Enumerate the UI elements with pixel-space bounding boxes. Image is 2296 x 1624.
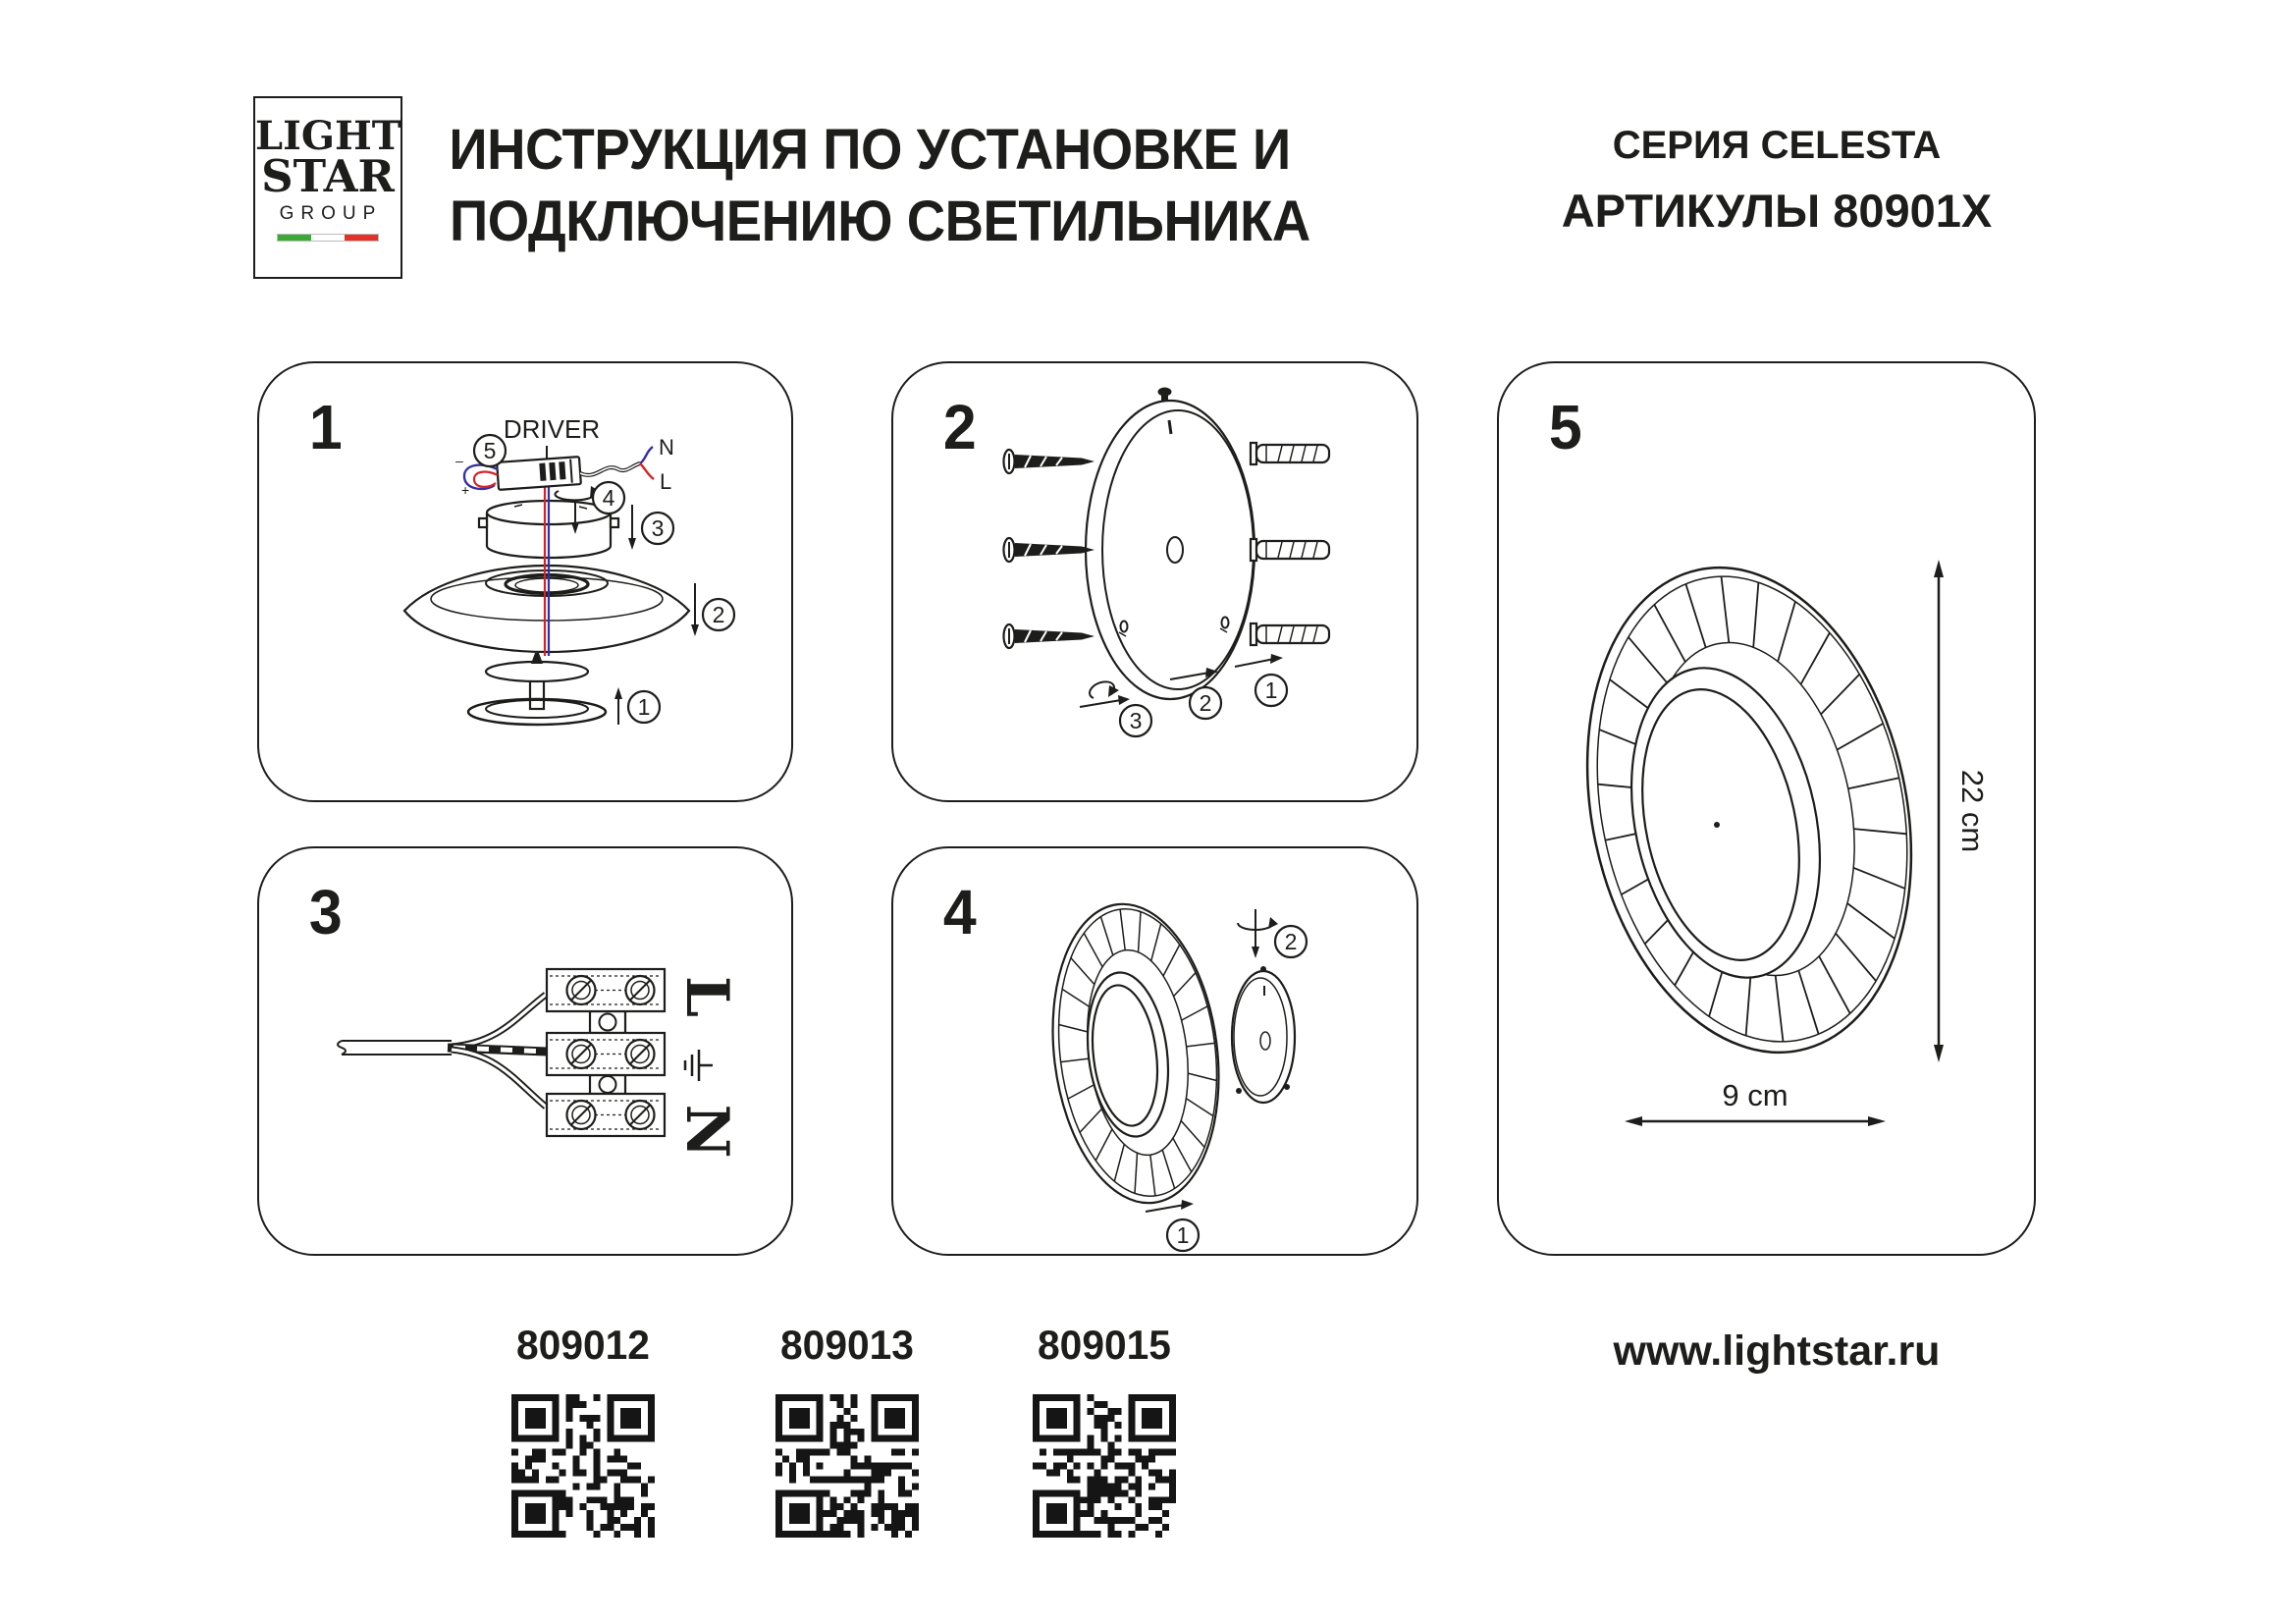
panel-5-number: 5 (1548, 392, 1582, 462)
article-code: 809013 (780, 1322, 914, 1368)
qr-code (775, 1394, 919, 1538)
dimension-width: 9 cm (1722, 1078, 1789, 1112)
step-2: 2 (1199, 690, 1212, 716)
driver-label: DRIVER (503, 414, 601, 444)
article-809015 (996, 1322, 1212, 1538)
lightstar-logo (253, 96, 402, 279)
step-1: 1 (637, 694, 651, 720)
terminal-label-l: L (672, 975, 741, 1018)
title-line-2: ПОДКЛЮЧЕНИЮ СВЕТИЛЬНИКА (449, 189, 1310, 253)
step-1: 1 (1176, 1222, 1190, 1248)
step-3: 3 (651, 515, 665, 541)
panel-step-2 (891, 361, 1418, 802)
dimension-height: 22 cm (1955, 769, 1990, 853)
polarity-minus: – (455, 453, 463, 468)
title-line-1: ИНСТРУКЦИЯ ПО УСТАНОВКЕ И (449, 118, 1291, 182)
panel-step-3 (257, 846, 793, 1256)
panel-step-1 (257, 361, 793, 802)
wall-anchors (1251, 443, 1329, 645)
article-809012 (475, 1322, 691, 1538)
panel-4-number: 4 (942, 877, 977, 947)
screws (1004, 450, 1095, 648)
terminal-block (547, 969, 665, 1136)
cable-end (338, 1041, 346, 1055)
panel-step-5 (1497, 361, 2036, 1256)
article-809013 (739, 1322, 955, 1538)
panel-2-diagram (893, 363, 1415, 799)
step-5: 5 (483, 438, 497, 463)
driver-box (497, 457, 581, 490)
article-code: 809015 (1038, 1322, 1171, 1368)
panel-3-diagram (259, 848, 790, 1253)
panel-2-number: 2 (942, 392, 977, 462)
page-title (422, 114, 1310, 257)
driver-wire-loop-red (474, 472, 498, 487)
logo-star: STAR (261, 150, 395, 202)
panel-step-4 (891, 846, 1418, 1256)
article-code: 809012 (516, 1322, 650, 1368)
italian-flag-icon (277, 234, 379, 242)
step-4: 4 (602, 485, 615, 511)
terminal-label-n: N (672, 1104, 741, 1159)
series-name: СЕРИЯ CELESTA (1612, 124, 1942, 167)
website-link[interactable]: www.lightstar.ru (1613, 1327, 1941, 1375)
qr-code (511, 1394, 655, 1538)
mounting-plate (1086, 401, 1255, 699)
wire-label-l: L (660, 469, 672, 494)
panel-5-diagram (1499, 363, 2033, 1253)
logo-light: LIGHT (255, 113, 401, 159)
step-1: 1 (1264, 677, 1278, 703)
wire-live (452, 995, 546, 1047)
ground-symbol-icon (685, 1050, 713, 1081)
series-header (1541, 124, 2012, 238)
panel-3-number: 3 (308, 877, 343, 947)
wire-label-n: N (659, 435, 674, 460)
article-numbers-title: АРТИКУЛЫ 80901X (1561, 185, 1993, 237)
step-3: 3 (1129, 708, 1143, 733)
step-2: 2 (1284, 929, 1298, 954)
wire-neutral (452, 1050, 546, 1107)
qr-code (1033, 1394, 1176, 1538)
step-2: 2 (712, 602, 725, 627)
polarity-plus: + (461, 482, 470, 498)
wire-connector (531, 653, 543, 664)
panel-4-diagram (893, 848, 1415, 1253)
panel-1-diagram (259, 363, 790, 799)
logo-group: GROUP (279, 203, 383, 224)
panel-1-number: 1 (308, 392, 343, 462)
